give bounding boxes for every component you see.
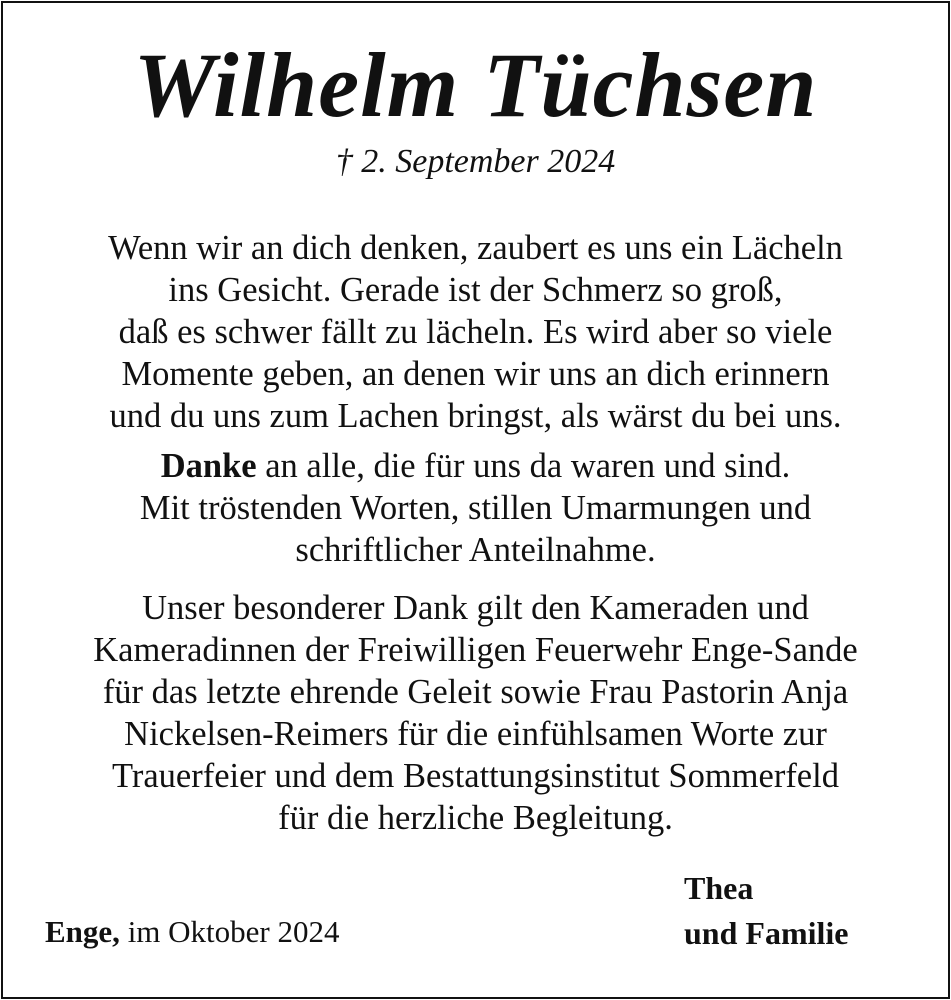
thanks-paragraph bbox=[0, 445, 951, 571]
special-thanks-paragraph bbox=[0, 587, 951, 839]
poem-line: Momente geben, an denen wir uns an dich erinnern bbox=[121, 355, 830, 393]
special-thanks-line: Kameradinnen der Freiwilligen Feuerwehr Enge-Sande bbox=[93, 631, 858, 669]
death-date: † 2. September 2024 bbox=[335, 143, 616, 180]
poem-line: daß es schwer fällt zu lächeln. Es wird aber so viele bbox=[118, 313, 833, 351]
poem-line: und du uns zum Lachen bringst, als wärst du bei uns. bbox=[109, 397, 842, 435]
poem-paragraph bbox=[0, 227, 951, 437]
signature bbox=[684, 866, 848, 956]
thanks-first-line bbox=[0, 445, 951, 487]
signature-line: und Familie bbox=[684, 915, 849, 951]
special-thanks-line: Unser besonderer Dank gilt den Kameraden und bbox=[142, 589, 809, 627]
special-thanks-line: für die herzliche Begleitung. bbox=[278, 799, 673, 837]
poem-line: ins Gesicht. Gerade ist der Schmerz so groß, bbox=[168, 271, 783, 309]
signature-line: Thea bbox=[684, 870, 754, 906]
place-name: Enge, bbox=[45, 914, 120, 949]
thanks-bold-word: Danke bbox=[160, 447, 257, 485]
deceased-name: Wilhelm Tüchsen bbox=[133, 34, 818, 136]
poem-line: Wenn wir an dich denken, zaubert es uns ein Lächeln bbox=[108, 229, 843, 267]
place-date: im Oktober 2024 bbox=[119, 914, 340, 949]
thanks-line: Mit tröstenden Worten, stillen Umarmungen und bbox=[139, 489, 812, 527]
special-thanks-line: Nickelsen-Reimers für die einfühlsamen Worte zur bbox=[124, 715, 827, 753]
thanks-line: schriftlicher Anteilnahme. bbox=[295, 531, 656, 569]
place-and-date bbox=[45, 912, 340, 952]
special-thanks-line: für das letzte ehrende Geleit sowie Frau Pastorin Anja bbox=[102, 673, 849, 711]
special-thanks-line: Trauerfeier und dem Bestattungsinstitut Sommerfeld bbox=[112, 757, 839, 795]
thanks-first-line-rest: an alle, die für uns da waren und sind. bbox=[256, 447, 791, 485]
